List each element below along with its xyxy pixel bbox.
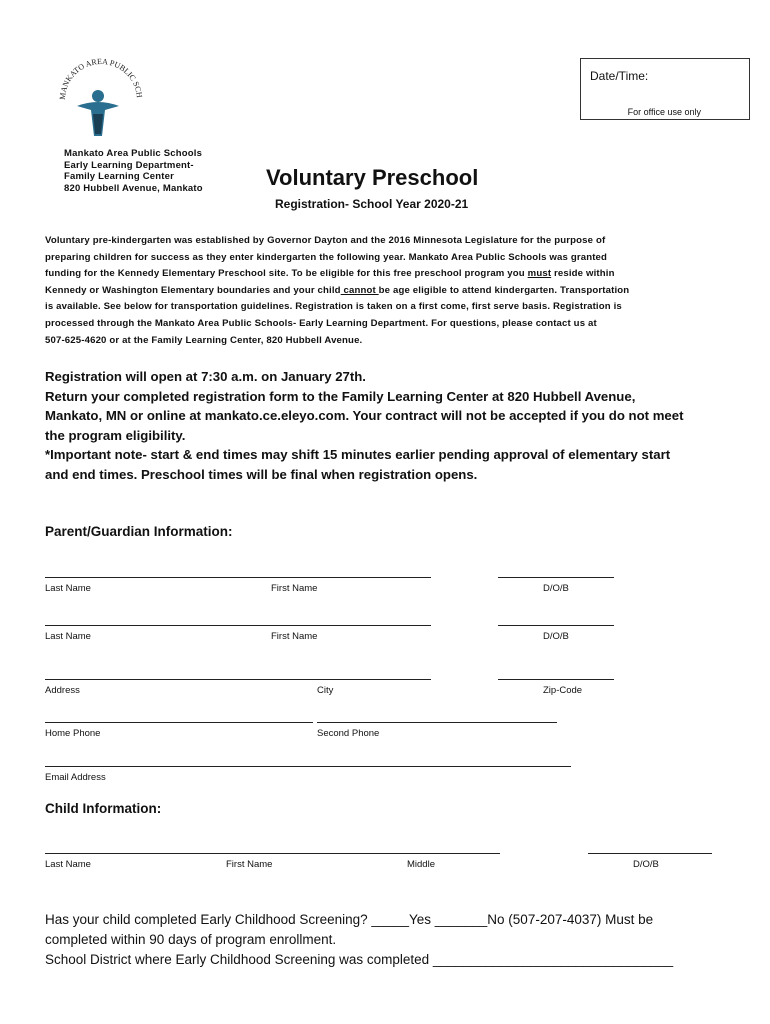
org-line: Early Learning Department- [64,159,194,171]
intro-line: is available. See below for transportation guidelines. Registration is taken on a first come, first serve basis. Registration is [45,301,622,313]
intro-line: Voluntary pre-kindergarten was established by Governor Dayton and the 2016 Minnesota Legislature for the purpose of [45,235,606,246]
org-line: Mankato Area Public Schools [64,148,203,159]
org-address [64,148,203,194]
parent1-dob-field[interactable] [498,577,614,578]
date-time-label: Date/Time: [590,69,649,83]
parent2-dob-field[interactable] [498,625,614,626]
label-zip: Zip-Code [543,685,583,696]
intro-line: preparing children for success as they enter kindergarten the following year. Mankato Area Public Schools was granted [45,251,608,263]
reg-line: Return your completed registration form to the Family Learning Center at 820 Hubbell Avenue, [45,388,636,404]
intro-line: 507-625-4620 or at the Family Learning Center, 820 Hubbell Avenue. [45,334,363,346]
intro-paragraph [45,233,735,349]
child-dob-field[interactable] [588,853,712,854]
page-subtitle: Registration- School Year 2020-21 [275,197,469,211]
label-child-first-name: First Name [226,859,273,870]
label-last-name: Last Name [45,583,91,594]
office-use-note: For office use only [627,107,701,117]
label-first-name: First Name [271,631,318,642]
underlined-must: must [527,268,552,280]
screening-line: completed within 90 days of program enrollment. [45,932,337,947]
screening-line: Has your child completed Early Childhood Screening? _____Yes _______No (507-207-4037) Must be [45,912,654,927]
address-city-field[interactable] [45,679,431,680]
label-last-name: Last Name [45,631,91,642]
reg-line: *Important note- start & end times may shift 15 minutes earlier pending approval of elementary start [45,447,671,463]
screening-line: School District where Early Childhood Screening was completed ________________________________ [45,952,674,967]
reg-line: and end times. Preschool times will be final when registration opens. [45,466,478,482]
screening-question [45,910,673,970]
label-second-phone: Second Phone [317,728,380,739]
org-line: Family Learning Center [64,171,174,182]
label-child-dob: D/O/B [633,859,659,870]
zip-field[interactable] [498,679,614,680]
logo-text: MANKATO AREA PUBLIC SCH [57,56,144,101]
child-section-heading: Child Information: [45,801,162,816]
underlined-cannot: cannot [340,284,379,296]
home-phone-field[interactable] [45,722,313,723]
parent2-name-field[interactable] [45,625,431,626]
second-phone-field[interactable] [317,722,557,723]
parent-section-heading: Parent/Guardian Information: [45,524,233,539]
label-dob: D/O/B [543,583,569,594]
label-child-middle: Middle [407,859,435,870]
label-dob: D/O/B [543,631,569,642]
reg-line: Mankato, MN or online at mankato.ce.eleyo.com. Your contract will not be accepted if you do not meet [45,408,684,424]
label-home-phone: Home Phone [45,728,101,739]
registration-notes [45,367,745,485]
label-child-last-name: Last Name [45,859,91,870]
label-email: Email Address [45,772,106,783]
email-field[interactable] [45,766,571,767]
page-title: Voluntary Preschool [266,165,479,190]
intro-line: processed through the Mankato Area Public Schools- Early Learning Department. For questions, please contact us at [45,317,597,329]
label-first-name: First Name [271,583,318,594]
reg-line: Registration will open at 7:30 a.m. on January 27th. [45,369,366,384]
label-address: Address [45,685,80,696]
school-logo [55,48,145,143]
intro-line: funding for the Kennedy Elementary Preschool site. To be eligible for this free preschool program you must reside within [45,268,615,280]
child-name-field[interactable] [45,853,500,854]
office-use-box [580,58,750,120]
org-line: 820 Hubbell Avenue, Mankato [64,182,203,194]
label-city: City [317,685,334,696]
intro-line: Kennedy or Washington Elementary boundaries and your child cannot be age eligible to attend kindergarten. Transportation [45,284,630,296]
reg-line: the program eligibility. [45,427,186,443]
parent1-name-field[interactable] [45,577,431,578]
